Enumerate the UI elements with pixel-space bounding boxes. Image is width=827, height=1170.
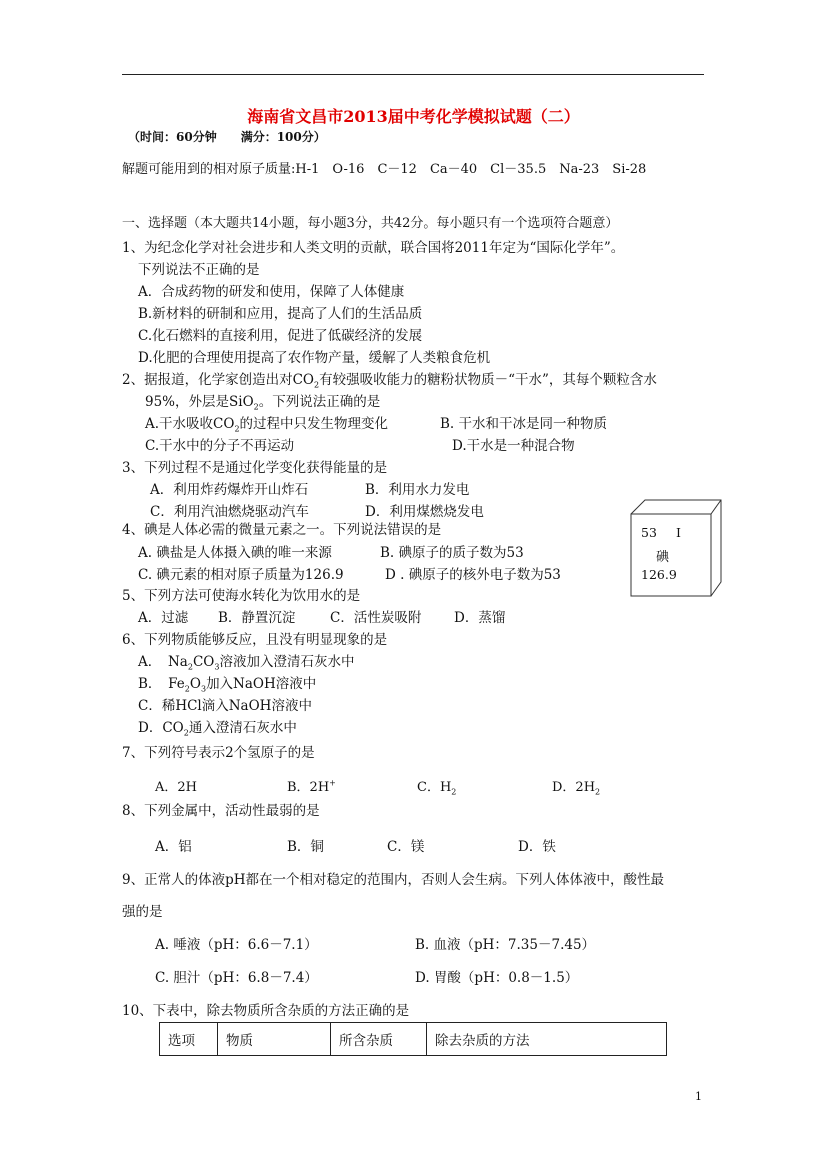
q8-option-d: D．铁 bbox=[518, 839, 556, 855]
q7-option-d: D．$2H_2$ bbox=[552, 780, 601, 797]
element-mass: 126.9 bbox=[641, 567, 677, 582]
q6-option-a: A． $Na_2CO_3$溶液加入澄清石灰水中 bbox=[138, 654, 355, 672]
q6-option-d: D．$CO_2$通入澄清石灰水中 bbox=[138, 720, 297, 738]
q8-option-b: B．铜 bbox=[287, 839, 324, 855]
table-header-cell: 除去杂质的方法 bbox=[427, 1023, 667, 1056]
q2-option-a: A.干水吸收$CO_2$的过程中只发生物理变化 bbox=[145, 416, 389, 434]
q4-stem: 4、碘是人体必需的微量元素之一。下列说法错误的是 bbox=[122, 522, 442, 538]
q3-stem: 3、下列过程不是通过化学变化获得能量的是 bbox=[122, 460, 388, 476]
q6-stem: 6、下列物质能够反应，且没有明显现象的是 bbox=[122, 632, 388, 648]
q1-stem: 1、为纪念化学对社会进步和人类文明的贡献，联合国将2011年定为“国际化学年”。 bbox=[122, 240, 625, 256]
q9-stem-2: 强的是 bbox=[122, 904, 163, 920]
q7-option-c: C．$H_2$ bbox=[417, 780, 457, 797]
atomic-mass-info: 解题可能用到的相对原子质量:H-1 O-16 C－12 Ca－40 Cl－35.5 Na-23 Si-28 bbox=[122, 162, 647, 177]
q10-stem: 10、下表中，除去物质所含杂质的方法正确的是 bbox=[122, 1003, 410, 1019]
table-header-cell: 所含杂质 bbox=[331, 1023, 427, 1056]
q9-stem: 9、正常人的体液pH都在一个相对稳定的范围内，否则人会生病。下列人体体液中，酸性最 bbox=[122, 872, 665, 888]
q5-option-c: C．活性炭吸附 bbox=[330, 610, 422, 626]
page-title: 海南省文昌市2013届中考化学模拟试题（二） bbox=[247, 107, 580, 126]
table-header-row bbox=[160, 1023, 667, 1056]
q6-option-b: B． $Fe_2O_3$加入NaOH溶液中 bbox=[138, 676, 317, 694]
q2-stem: 2、据报道，化学家创造出对$CO_2$有较强吸收能力的糖粉状物质－“干水”，其每个颗粒含水 bbox=[122, 372, 657, 390]
q5-option-a: A．过滤 bbox=[138, 610, 189, 626]
q3-option-a: A．利用炸药爆炸开山炸石 bbox=[150, 482, 309, 498]
q3-option-b: B．利用水力发电 bbox=[365, 482, 470, 498]
q4-option-a: A. 碘盐是人体摄入碘的唯一来源 bbox=[138, 545, 332, 561]
q1-option-d: D.化肥的合理使用提高了农作物产量，缓解了人类粮食危机 bbox=[138, 350, 491, 366]
impurity-table bbox=[159, 1022, 667, 1056]
q8-option-a: A．铝 bbox=[155, 839, 192, 855]
q9-option-d: D. 胃酸（pH：0.8－1.5） bbox=[415, 970, 579, 986]
q4-option-d: D . 碘原子的核外电子数为53 bbox=[385, 567, 561, 583]
time-info: （时间：60分钟 满分：100分） bbox=[128, 130, 326, 144]
element-name: 碘 bbox=[656, 550, 670, 565]
header-rule bbox=[122, 74, 704, 75]
q9-option-a: A. 唾液（pH：6.6－7.1） bbox=[155, 937, 318, 953]
q1-stem-2: 下列说法不正确的是 bbox=[138, 262, 260, 278]
q4-option-b: B. 碘原子的质子数为53 bbox=[380, 545, 524, 561]
q8-stem: 8、下列金属中，活动性最弱的是 bbox=[122, 803, 320, 819]
q2-stem-2: 95%，外层是SiO$_2$。下列说法正确的是 bbox=[145, 394, 381, 412]
q7-stem: 7、下列符号表示2个氢原子的是 bbox=[122, 745, 315, 761]
element-symbol: I bbox=[676, 525, 681, 540]
q5-stem: 5、下列方法可使海水转化为饮用水的是 bbox=[122, 588, 361, 604]
q9-option-b: B. 血液（pH：7.35－7.45） bbox=[415, 937, 596, 953]
q7-option-a: A．2H bbox=[155, 780, 197, 795]
q5-option-b: B．静置沉淀 bbox=[218, 610, 296, 626]
q4-option-c: C. 碘元素的相对原子质量为126.9 bbox=[138, 567, 344, 583]
q6-option-c: C．稀HCl滴入NaOH溶液中 bbox=[138, 698, 312, 714]
q8-option-c: C．镁 bbox=[387, 839, 425, 855]
table-header-cell: 选项 bbox=[160, 1023, 218, 1056]
q1-option-a: A．合成药物的研发和使用，保障了人体健康 bbox=[138, 284, 405, 300]
q3-option-d: D．利用煤燃烧发电 bbox=[365, 504, 484, 520]
q2-option-d: D.干水是一种混合物 bbox=[452, 438, 575, 454]
q7-option-b: B．2H+ bbox=[287, 778, 336, 795]
iodine-element-card bbox=[628, 496, 724, 600]
q1-option-c: C.化石燃料的直接利用，促进了低碳经济的发展 bbox=[138, 328, 423, 344]
q1-option-b: B.新材料的研制和应用，提高了人们的生活品质 bbox=[138, 306, 423, 322]
table-header-cell: 物质 bbox=[218, 1023, 331, 1056]
q2-option-b: B. 干水和干冰是同一种物质 bbox=[440, 416, 608, 432]
page-number: 1 bbox=[695, 1090, 702, 1103]
q9-option-c: C. 胆汁（pH：6.8－7.4） bbox=[155, 970, 318, 986]
q3-option-c: C．利用汽油燃烧驱动汽车 bbox=[150, 504, 309, 520]
q2-option-c: C.干水中的分子不再运动 bbox=[145, 438, 295, 454]
element-number: 53 bbox=[641, 525, 657, 540]
section-heading: 一、选择题（本大题共14小题，每小题3分，共42分。每小题只有一个选项符合题意） bbox=[122, 216, 619, 231]
q5-option-d: D．蒸馏 bbox=[454, 610, 506, 626]
